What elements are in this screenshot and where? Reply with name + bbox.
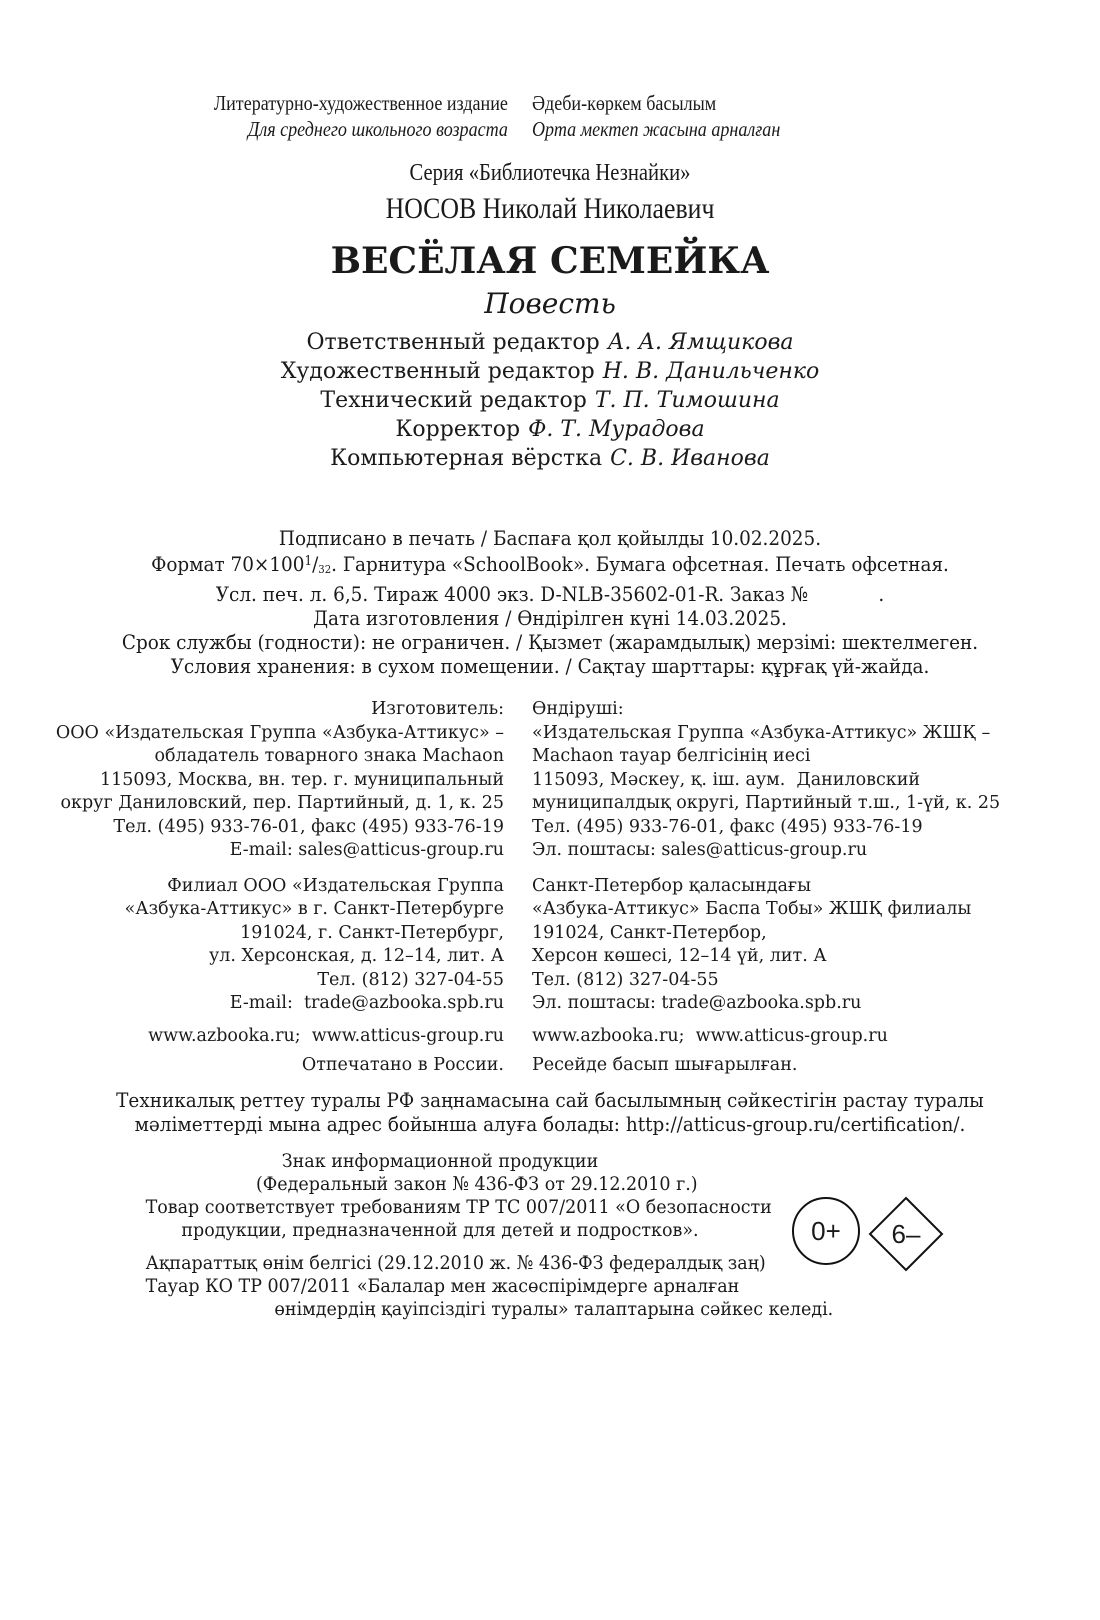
age-ru: Для среднего школьного возраста <box>247 117 508 141</box>
branch-line-kz: «Азбука-Аттикус» Баспа Тобы» ЖШҚ филиалы <box>532 899 972 919</box>
certification-line: мәліметтерді мына адрес бойынша алуға болады: http://atticus-group.ru/certification/. <box>134 1112 966 1136</box>
branch-line-kz: Херсон көшесі, 12–14 үй, лит. А <box>532 946 827 966</box>
branch-line-kz: 191024, Санкт-Петербор, <box>532 922 767 943</box>
storage-conditions: Условия хранения: в сухом помещении. / Сақтау шарттары: құрғақ үй-жайда. <box>170 654 930 678</box>
info-mark-ru <box>120 1150 772 1242</box>
imprint-details <box>0 526 1100 678</box>
websites-ru: www.azbooka.ru; www.atticus-group.ru <box>148 1025 504 1046</box>
credit-row <box>0 357 1100 386</box>
info-mark-line: Товар соответствует требованиям ТР ТС 007/2011 «О безопасности <box>145 1196 772 1218</box>
printed-in-kz: Ресейде басып шығарылған. <box>532 1055 798 1075</box>
credit-row <box>0 444 1100 473</box>
websites-kz: www.azbooka.ru; www.atticus-group.ru <box>532 1025 888 1046</box>
age-rating-6-minus-icon <box>868 1196 944 1272</box>
credit-name: А. А. Ямщикова <box>607 330 794 355</box>
certification-note <box>0 1088 1100 1136</box>
manufacturer-email-kz: Эл. поштасы: sales@atticus-group.ru <box>532 840 868 860</box>
credit-name: Т. П. Тимошина <box>594 388 780 413</box>
certification-line: Техникалық реттеу туралы РФ заңнамасына сай басылымның сәйкестігін растау туралы <box>116 1088 984 1112</box>
manufacturer-line-kz: Machaon тауар белгісінің иесі <box>532 746 811 766</box>
manufacturer-line-kz: «Издательская Группа «Азбука-Аттикус» ЖШҚ – <box>532 722 991 743</box>
info-mark-kz <box>120 1252 834 1321</box>
manufacture-date: Дата изготовления / Өндірілген күні 14.03.2025. <box>313 606 787 630</box>
age-rating-label: 6– <box>891 1218 921 1249</box>
edition-type-ru: Литературно-художественное издание <box>213 91 508 115</box>
credit-row <box>0 415 1100 444</box>
series-title: Серия «Библиотечка Незнайки» <box>409 160 691 186</box>
manufacturer-block <box>0 698 1100 1078</box>
branch-line-kz: Санкт-Петербор қаласындағы <box>532 875 811 896</box>
branch-email-ru: E-mail: trade@azbooka.spb.ru <box>229 993 504 1013</box>
credit-name: С. В. Иванова <box>610 446 770 471</box>
credits-list <box>0 328 1100 473</box>
credit-role: Художественный редактор <box>280 359 595 384</box>
credit-name: Н. В. Данильченко <box>602 359 820 384</box>
manufacturer-label-kz: Өндіруші: <box>532 699 624 719</box>
printed-in-ru: Отпечатано в России. <box>301 1055 504 1075</box>
age-rating-label: 0+ <box>811 1215 841 1246</box>
print-run: Усл. печ. л. 6,5. Тираж 4000 экз. D-NLB-35602-01-R. Заказ № . <box>215 582 885 606</box>
info-mark-line: продукции, предназначенной для детей и подростков». <box>181 1219 699 1241</box>
manufacturer-line-ru: 115093, Москва, вн. тер. г. муниципальный <box>100 769 504 790</box>
branch-email-kz: Эл. поштасы: trade@azbooka.spb.ru <box>532 993 862 1013</box>
manufacturer-line-kz: муниципалдық округі, Партийный т.ш., 1-үй, к. 25 <box>532 793 1001 813</box>
info-mark-line: (Федеральный закон № 436-ФЗ от 29.12.2010 г.) <box>255 1173 698 1195</box>
credit-role: Технический редактор <box>320 388 587 413</box>
shelf-life: Срок службы (годности): не ограничен. / Қызмет (жарамдылық) мерзімі: шектелмеген. <box>121 630 979 654</box>
info-mark-line: өнімдердің қауіпсіздігі туралы» талаптарына сәйкес келеді. <box>274 1298 834 1320</box>
info-mark-line: Ақпараттық өнім белгісі (29.12.2010 ж. № 436-ФЗ федералдық заң) <box>145 1252 766 1274</box>
branch-line-ru: Филиал ООО «Издательская Группа <box>167 875 504 896</box>
manufacturer-line-kz: 115093, Мәскеу, қ. іш. аум. Даниловский <box>532 769 921 790</box>
credit-role: Компьютерная вёрстка <box>330 446 603 471</box>
credit-role: Корректор <box>395 417 521 442</box>
manufacturer-label-ru: Изготовитель: <box>371 699 504 719</box>
branch-line-ru: «Азбука-Аттикус» в г. Санкт-Петербурге <box>124 899 504 919</box>
manufacturer-line-ru: обладатель товарного знака Machaon <box>154 746 504 766</box>
manufacturer-phone-ru: Тел. (495) 933-76-01, факс (495) 933-76-19 <box>113 816 504 837</box>
age-rating-0-plus-icon <box>792 1197 860 1265</box>
manufacturer-email-ru: E-mail: sales@atticus-group.ru <box>229 840 504 860</box>
branch-line-ru: ул. Херсонская, д. 12–14, лит. А <box>208 946 504 966</box>
credit-role: Ответственный редактор <box>306 330 600 355</box>
book-title: ВЕСЁЛАЯ СЕМЕЙКА <box>330 240 770 282</box>
edition-type-kz: Әдеби-көркем басылым <box>532 91 717 115</box>
branch-phone-ru: Тел. (812) 327-04-55 <box>317 969 504 990</box>
credit-name: Ф. Т. Мурадова <box>528 417 705 442</box>
credit-row <box>0 328 1100 357</box>
manufacturer-line-ru: ООО «Издательская Группа «Азбука-Аттикус» – <box>55 722 504 743</box>
branch-line-ru: 191024, г. Санкт-Петербург, <box>240 922 504 943</box>
info-mark-line: Знак информационной продукции <box>281 1150 599 1172</box>
format-line: Формат $70\times 100^1/_{32}$. Гарнитура «SchoolBook». Бумага офсетная. Печать офсетная. <box>151 552 949 576</box>
manufacturer-phone-kz: Тел. (495) 933-76-01, факс (495) 933-76-19 <box>532 816 923 837</box>
signed-date: Подписано в печать / Баспаға қол қойылды 10.02.2025. <box>278 526 822 550</box>
author-name: НОСОВ Николай Николаевич <box>385 192 715 225</box>
credit-row <box>0 386 1100 415</box>
edition-header <box>0 90 1100 142</box>
age-kz: Орта мектеп жасына арналған <box>532 117 781 141</box>
branch-phone-kz: Тел. (812) 327-04-55 <box>532 969 719 990</box>
book-genre: Повесть <box>484 287 616 320</box>
info-mark-line: Тауар КО ТР 007/2011 «Балалар мен жасөспірімдерге арналған <box>145 1275 740 1297</box>
manufacturer-line-ru: округ Даниловский, пер. Партийный, д. 1, к. 25 <box>60 793 504 813</box>
